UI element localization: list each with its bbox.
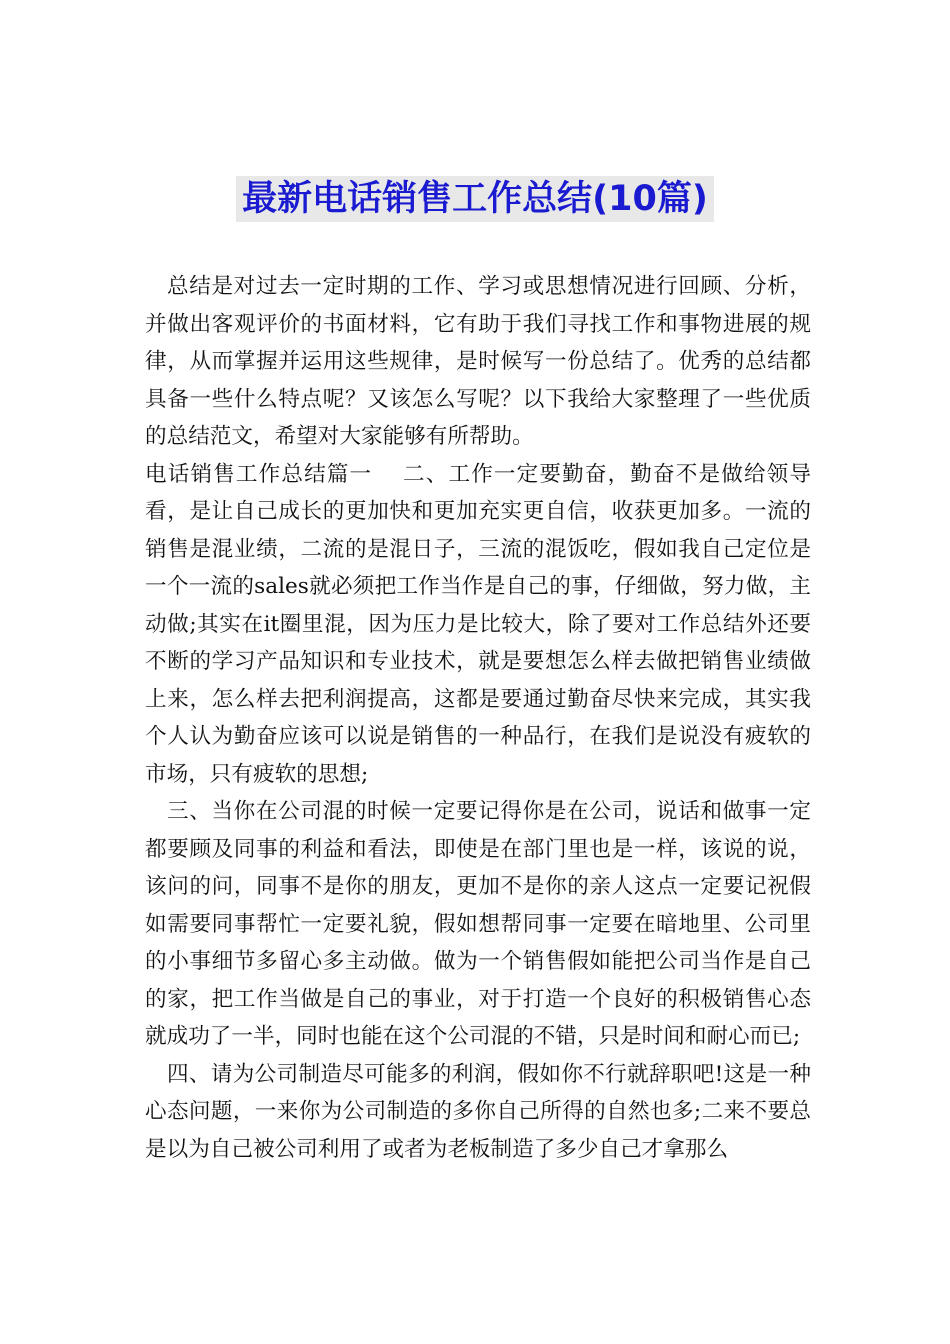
paragraph-section-2: 电话销售工作总结篇一 二、工作一定要勤奋，勤奋不是做给领导看，是让自己成长的更加快和更加充实更自信，收获更加多。一流的销售是混业绩，二流的是混日子，三流的混饭吃，假如我自己定位是一个一流的sales就必须把工作当作是自己的事，仔细做，努力做，主动做;其实在it圈里混，因为压力是比较大，除了要对工作总结外还要不断的学习产品知识和专业技术，就是要想怎么样去做把销售业绩做上来，怎么样去把利润提高，这都是要通过勤奋尽快来完成，其实我个人认为勤奋应该可以说是销售的一种品行，在我们是说没有疲软的市场，只有疲软的思想;	[145, 461, 811, 787]
title-container	[0, 176, 950, 222]
paragraph-section-4: 四、请为公司制造尽可能多的利润，假如你不行就辞职吧!这是一种心态问题，一来你为公司制造的多你自己所得的自然也多;二来不要总是以为自己被公司利用了或者为老板制造了多少自己才拿那么	[145, 1061, 811, 1162]
paragraph-intro: 总结是对过去一定时期的工作、学习或思想情况进行回顾、分析，并做出客观评价的书面材料，它有助于我们寻找工作和事物进展的规律，从而掌握并运用这些规律，是时候写一份总结了。优秀的总结都具备一些什么特点呢？又该怎么写呢？以下我给大家整理了一些优质的总结范文，希望对大家能够有所帮助。	[145, 274, 811, 449]
document-body	[145, 268, 811, 1168]
document-title: 最新电话销售工作总结(10篇)	[236, 176, 714, 222]
paragraph-section-3: 三、当你在公司混的时候一定要记得你是在公司，说话和做事一定都要顾及同事的利益和看法，即使是在部门里也是一样，该说的说，该问的问，同事不是你的朋友，更加不是你的亲人这点一定要记祝假如需要同事帮忙一定要礼貌，假如想帮同事一定要在暗地里、公司里的小事细节多留心多主动做。做为一个销售假如能把公司当作是自己的家，把工作当做是自己的事业，对于打造一个良好的积极销售心态就成功了一半，同时也能在这个公司混的不错，只是时间和耐心而已;	[145, 799, 811, 1049]
